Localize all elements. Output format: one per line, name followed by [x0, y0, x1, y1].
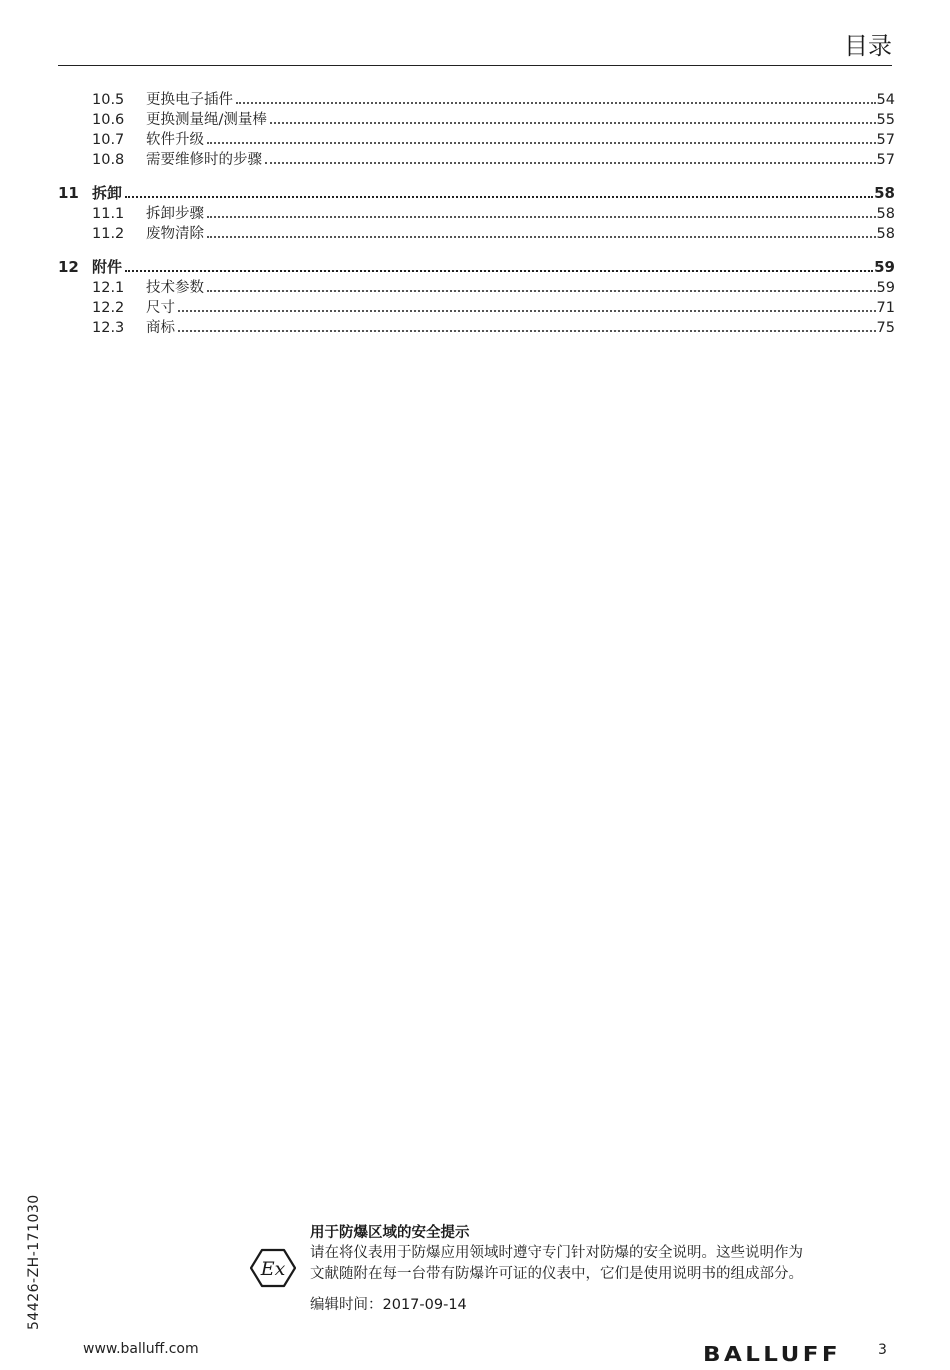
- toc-number: 10.7: [92, 132, 125, 148]
- toc-chapter[interactable]: [58, 257, 895, 278]
- toc-label: 拆卸: [92, 184, 123, 202]
- header-divider: [58, 65, 892, 66]
- svg-text:Ex: Ex: [260, 1258, 286, 1280]
- website-link[interactable]: www.balluff.com: [83, 1341, 199, 1357]
- toc-page: 59: [876, 280, 895, 296]
- toc-number: 10.8: [92, 152, 125, 168]
- toc-entry[interactable]: [58, 298, 895, 318]
- toc-leader: [125, 269, 873, 272]
- toc-page: 54: [876, 92, 895, 108]
- safety-text-line-1: 请在将仪表用于防爆应用领域时遵守专门针对防爆的安全说明。这些说明作为: [310, 1245, 803, 1261]
- toc-leader: [236, 101, 876, 104]
- safety-title: 用于防爆区域的安全提示: [310, 1225, 470, 1241]
- page-title: 目录: [844, 32, 892, 60]
- edit-date: 编辑时间：2017-09-14: [310, 1297, 467, 1313]
- toc-label: 更换电子插件: [146, 92, 233, 108]
- toc-leader: [207, 141, 876, 144]
- toc-leader: [207, 235, 876, 238]
- toc-label: 更换测量绳/测量棒: [146, 112, 267, 128]
- toc-page: 58: [874, 184, 895, 202]
- toc-number: 11.1: [92, 206, 125, 222]
- toc-entry[interactable]: [58, 130, 895, 150]
- toc-entry[interactable]: [58, 278, 895, 298]
- toc-page: 71: [876, 300, 895, 316]
- toc-page: 58: [876, 206, 895, 222]
- toc-leader: [125, 195, 873, 198]
- logo-text: BALLUFF: [703, 1343, 841, 1363]
- toc-entry[interactable]: [58, 318, 895, 338]
- toc-entry[interactable]: [58, 90, 895, 110]
- toc-leader: [178, 309, 876, 312]
- toc-page: 57: [876, 152, 895, 168]
- safety-notice: [310, 1223, 900, 1315]
- toc-leader: [265, 161, 876, 164]
- balluff-logo: [703, 1343, 843, 1363]
- toc-page: 75: [876, 320, 895, 336]
- toc-leader: [270, 121, 876, 124]
- toc-page: 57: [876, 132, 895, 148]
- toc-number: 10.6: [92, 112, 125, 128]
- toc-label: 附件: [92, 258, 123, 276]
- document-code: 54426-ZH-171030: [26, 1194, 42, 1330]
- ex-explosion-protection-icon: [250, 1248, 296, 1288]
- toc-entry[interactable]: [58, 224, 895, 244]
- safety-text-line-2: 文献随附在每一台带有防爆许可证的仪表中，它们是使用说明书的组成部分。: [310, 1266, 803, 1282]
- toc-leader: [178, 329, 876, 332]
- toc-entry[interactable]: [58, 204, 895, 224]
- toc-label: 商标: [146, 320, 175, 336]
- toc-page: 55: [876, 112, 895, 128]
- toc-label: 尺寸: [146, 300, 175, 316]
- toc-number: 12: [58, 258, 79, 276]
- toc-label: 废物清除: [146, 226, 204, 242]
- table-of-contents: [58, 90, 895, 338]
- toc-entry[interactable]: [58, 110, 895, 130]
- toc-number: 11.2: [92, 226, 125, 242]
- toc-number: 12.2: [92, 300, 125, 316]
- toc-label: 需要维修时的步骤: [146, 152, 262, 168]
- toc-number: 12.1: [92, 280, 125, 296]
- page-number: 3: [878, 1342, 887, 1358]
- toc-number: 11: [58, 184, 79, 202]
- toc-leader: [207, 215, 876, 218]
- toc-number: 10.5: [92, 92, 125, 108]
- toc-label: 技术参数: [146, 280, 204, 296]
- toc-page: 58: [876, 226, 895, 242]
- toc-label: 拆卸步骤: [146, 206, 204, 222]
- toc-label: 软件升级: [146, 132, 204, 148]
- toc-page: 59: [874, 258, 895, 276]
- toc-leader: [207, 289, 876, 292]
- toc-number: 12.3: [92, 320, 125, 336]
- toc-entry[interactable]: [58, 150, 895, 170]
- toc-chapter[interactable]: [58, 183, 895, 204]
